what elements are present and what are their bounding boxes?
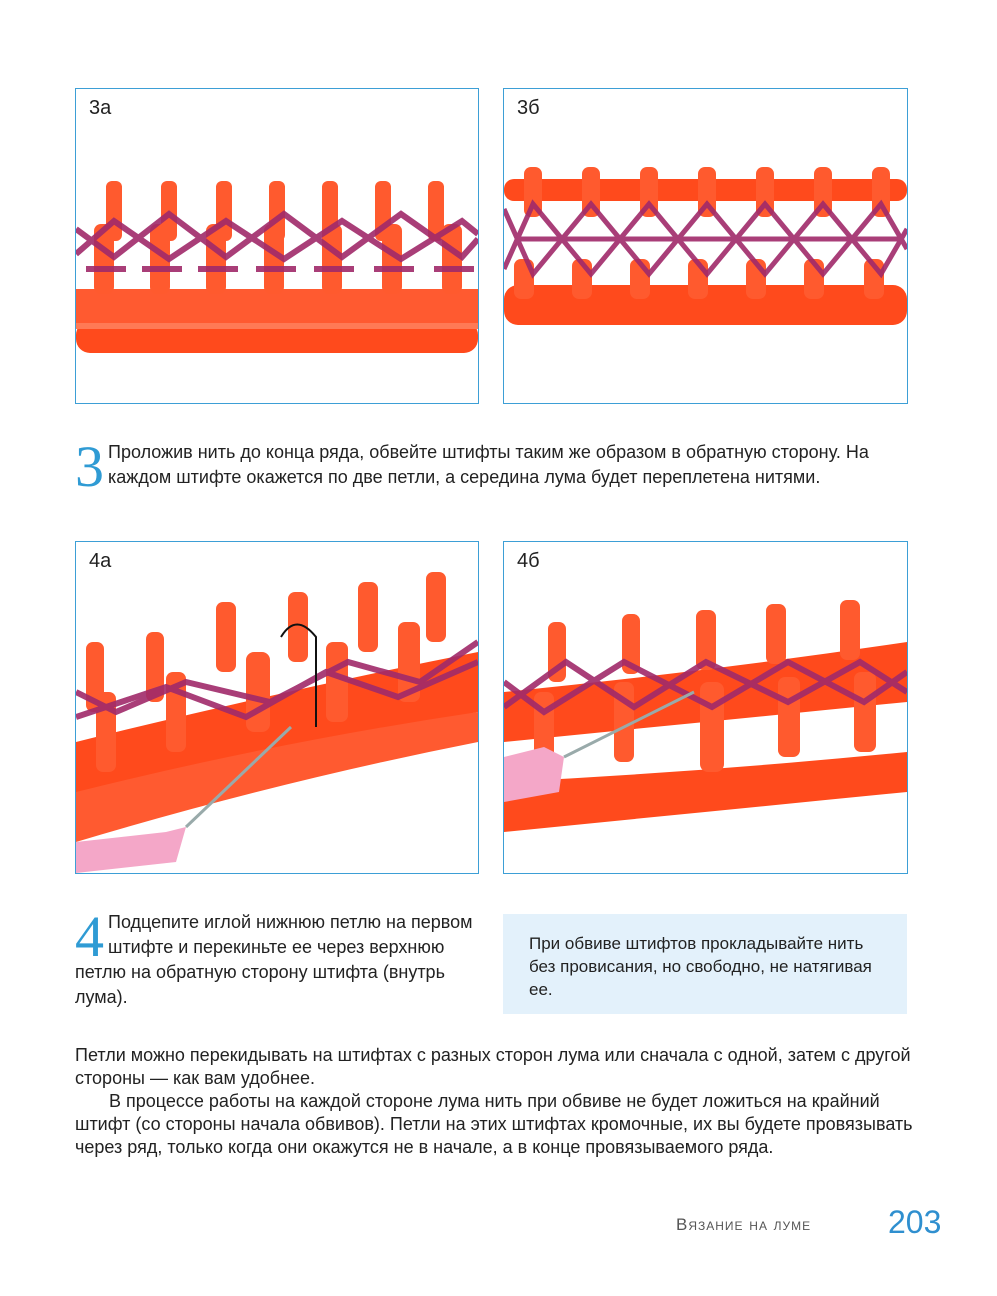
photo-3b bbox=[503, 88, 908, 404]
step-4-number: 4 bbox=[75, 904, 104, 969]
footer-section-title: Вязание на луме bbox=[676, 1215, 812, 1234]
step-3-text: Проложив нить до конца ряда, обвейте штифты таким же образом в обратную сторону. На каждом штифте окажется по две петли, а середина лума будет переплетена нитями. bbox=[108, 442, 869, 487]
tip-note-text: При обвиве штифтов прокладывайте нить без провисания, но свободно, не натягивая ее. bbox=[529, 934, 872, 999]
photo-4a bbox=[75, 541, 479, 874]
body-text bbox=[75, 1044, 915, 1159]
loom-illustration bbox=[76, 89, 478, 403]
body-paragraph-1: Петли можно перекидывать на штифтах с разных сторон лума или сначала с одной, затем с другой стороны — как вам удобнее. bbox=[75, 1045, 911, 1088]
photo-label-3a: 3а bbox=[89, 97, 112, 119]
photo-3a bbox=[75, 88, 479, 404]
step-3-number: 3 bbox=[75, 434, 104, 499]
loom-illustration bbox=[504, 89, 907, 403]
loom-illustration bbox=[504, 542, 907, 873]
photo-label-4a: 4а bbox=[89, 550, 112, 572]
body-paragraph-2: В процессе работы на каждой стороне лума нить при обвиве не будет ложиться на крайний штифт (со стороны начала обвивов). Петли на этих штифтах кромочные, их вы будете провязывать через ряд, только когда они окажутся не в начале, а в конце провязываемого ряда. bbox=[75, 1091, 913, 1157]
photo-4b bbox=[503, 541, 908, 874]
step-3 bbox=[75, 434, 895, 499]
step-4 bbox=[75, 904, 475, 1010]
step-4-text: Подцепите иглой нижнюю петлю на первом штифте и перекиньте ее через верхнюю петлю на обратную сторону штифта (внутрь лума). bbox=[75, 912, 473, 1007]
photo-label-4b: 4б bbox=[517, 550, 540, 572]
photo-label-3b: 3б bbox=[517, 97, 540, 119]
page-number: 203 bbox=[888, 1204, 942, 1240]
loom-illustration bbox=[76, 542, 478, 873]
tip-note bbox=[503, 914, 907, 1014]
